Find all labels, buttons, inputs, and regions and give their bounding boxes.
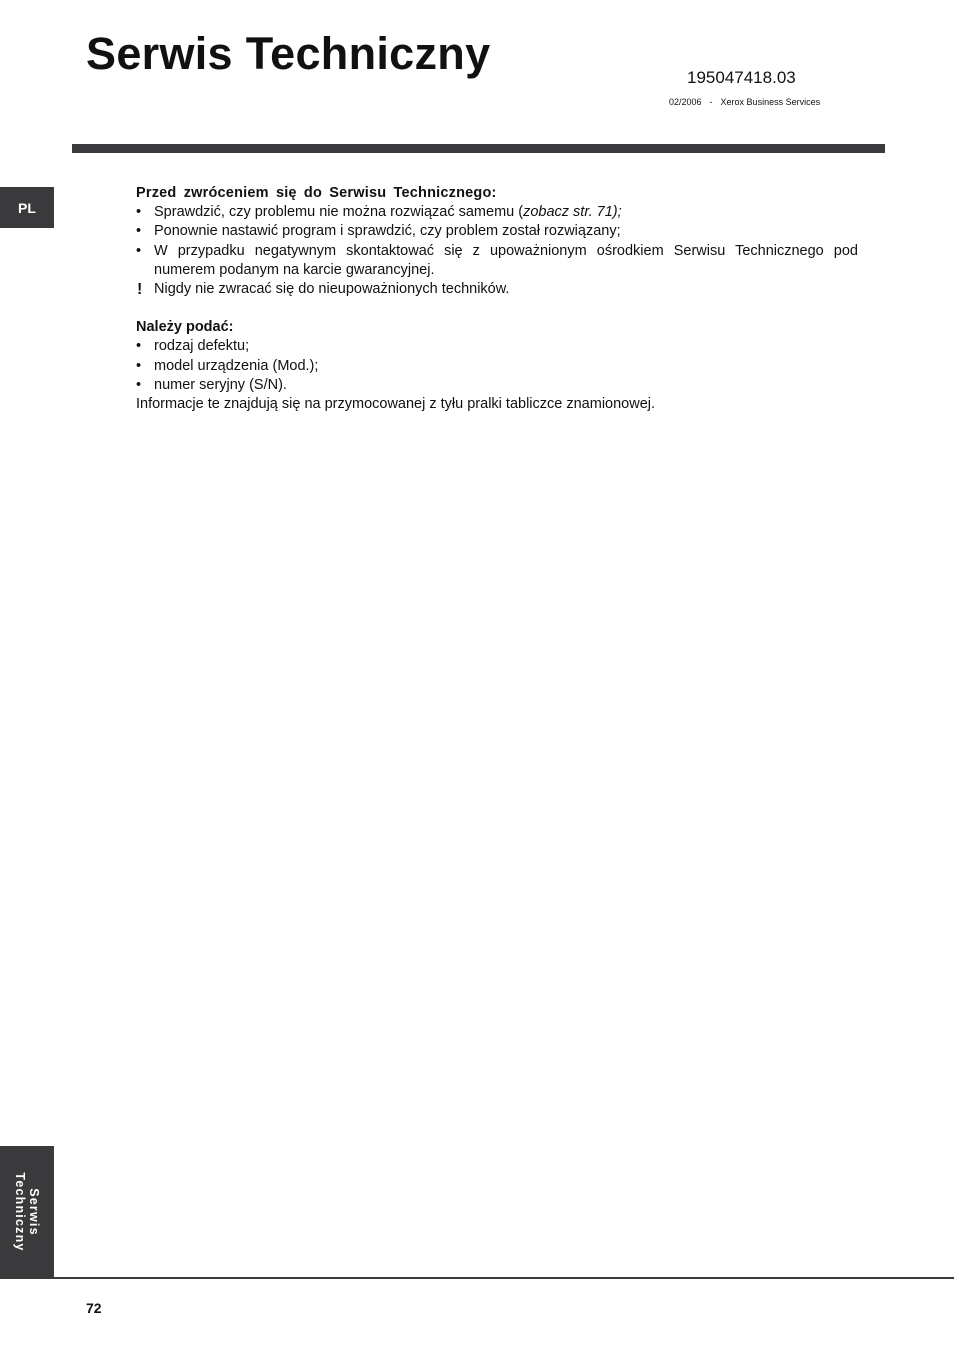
list-item-text: rodzaj defektu; xyxy=(154,338,250,355)
list-item-text: model urządzenia (Mod.); xyxy=(154,357,319,374)
footer-rule xyxy=(0,1277,954,1279)
list-item xyxy=(136,357,858,376)
publisher: Xerox Business Services xyxy=(720,97,821,107)
section-tab-line: Techniczny xyxy=(13,1172,27,1252)
list-item-text: numer seryjny (S/N). xyxy=(154,376,287,393)
page-reference: zobacz str. 71); xyxy=(523,204,622,221)
warning-text: Nigdy nie zwracać się do nieupoważnionych techników. xyxy=(154,281,510,298)
date-separator: - xyxy=(709,97,713,107)
document-date-line xyxy=(669,97,820,107)
list-item-text: W przypadku negatywnym skontaktować się z upoważnionym ośrodkiem Serwisu Technicznego pod numerem podanym na karcie gwarancyjnej. xyxy=(154,242,858,278)
list-item xyxy=(136,337,858,356)
document-date: 02/2006 xyxy=(669,97,702,107)
main-content xyxy=(136,184,858,414)
list-item xyxy=(136,242,858,280)
bullet: • xyxy=(136,338,142,355)
section-tab-line: Serwis xyxy=(27,1188,41,1236)
bullet: • xyxy=(136,204,142,221)
bullet: • xyxy=(136,357,142,374)
section-tab xyxy=(0,1146,54,1277)
warning-item xyxy=(136,280,858,299)
page-number: 72 xyxy=(86,1300,102,1316)
language-code: PL xyxy=(18,199,36,216)
provide-heading: Należy podać: xyxy=(136,319,234,336)
spacer xyxy=(136,299,858,318)
warning-icon: ! xyxy=(137,281,143,299)
list-item xyxy=(136,376,858,395)
list-item xyxy=(136,203,858,222)
before-service-heading: Przed zwróceniem się do Serwisu Technicznego: xyxy=(136,185,497,201)
language-tab xyxy=(0,187,54,228)
bullet: • xyxy=(136,223,142,240)
list-item xyxy=(136,222,858,241)
list-item-text: Sprawdzić, czy problemu nie można rozwiązać samemu ( xyxy=(154,204,524,221)
bullet: • xyxy=(136,376,142,393)
section-tab-label xyxy=(13,1172,41,1251)
header-rule xyxy=(72,144,885,153)
document-code: 195047418.03 xyxy=(687,68,796,87)
bullet: • xyxy=(136,242,142,259)
rating-plate-note: Informacje te znajdują się na przymocowanej z tyłu pralki tabliczce znamionowej. xyxy=(136,396,656,413)
page-title: Serwis Techniczny xyxy=(86,28,491,79)
list-item-text: Ponownie nastawić program i sprawdzić, czy problem został rozwiązany; xyxy=(154,223,621,240)
